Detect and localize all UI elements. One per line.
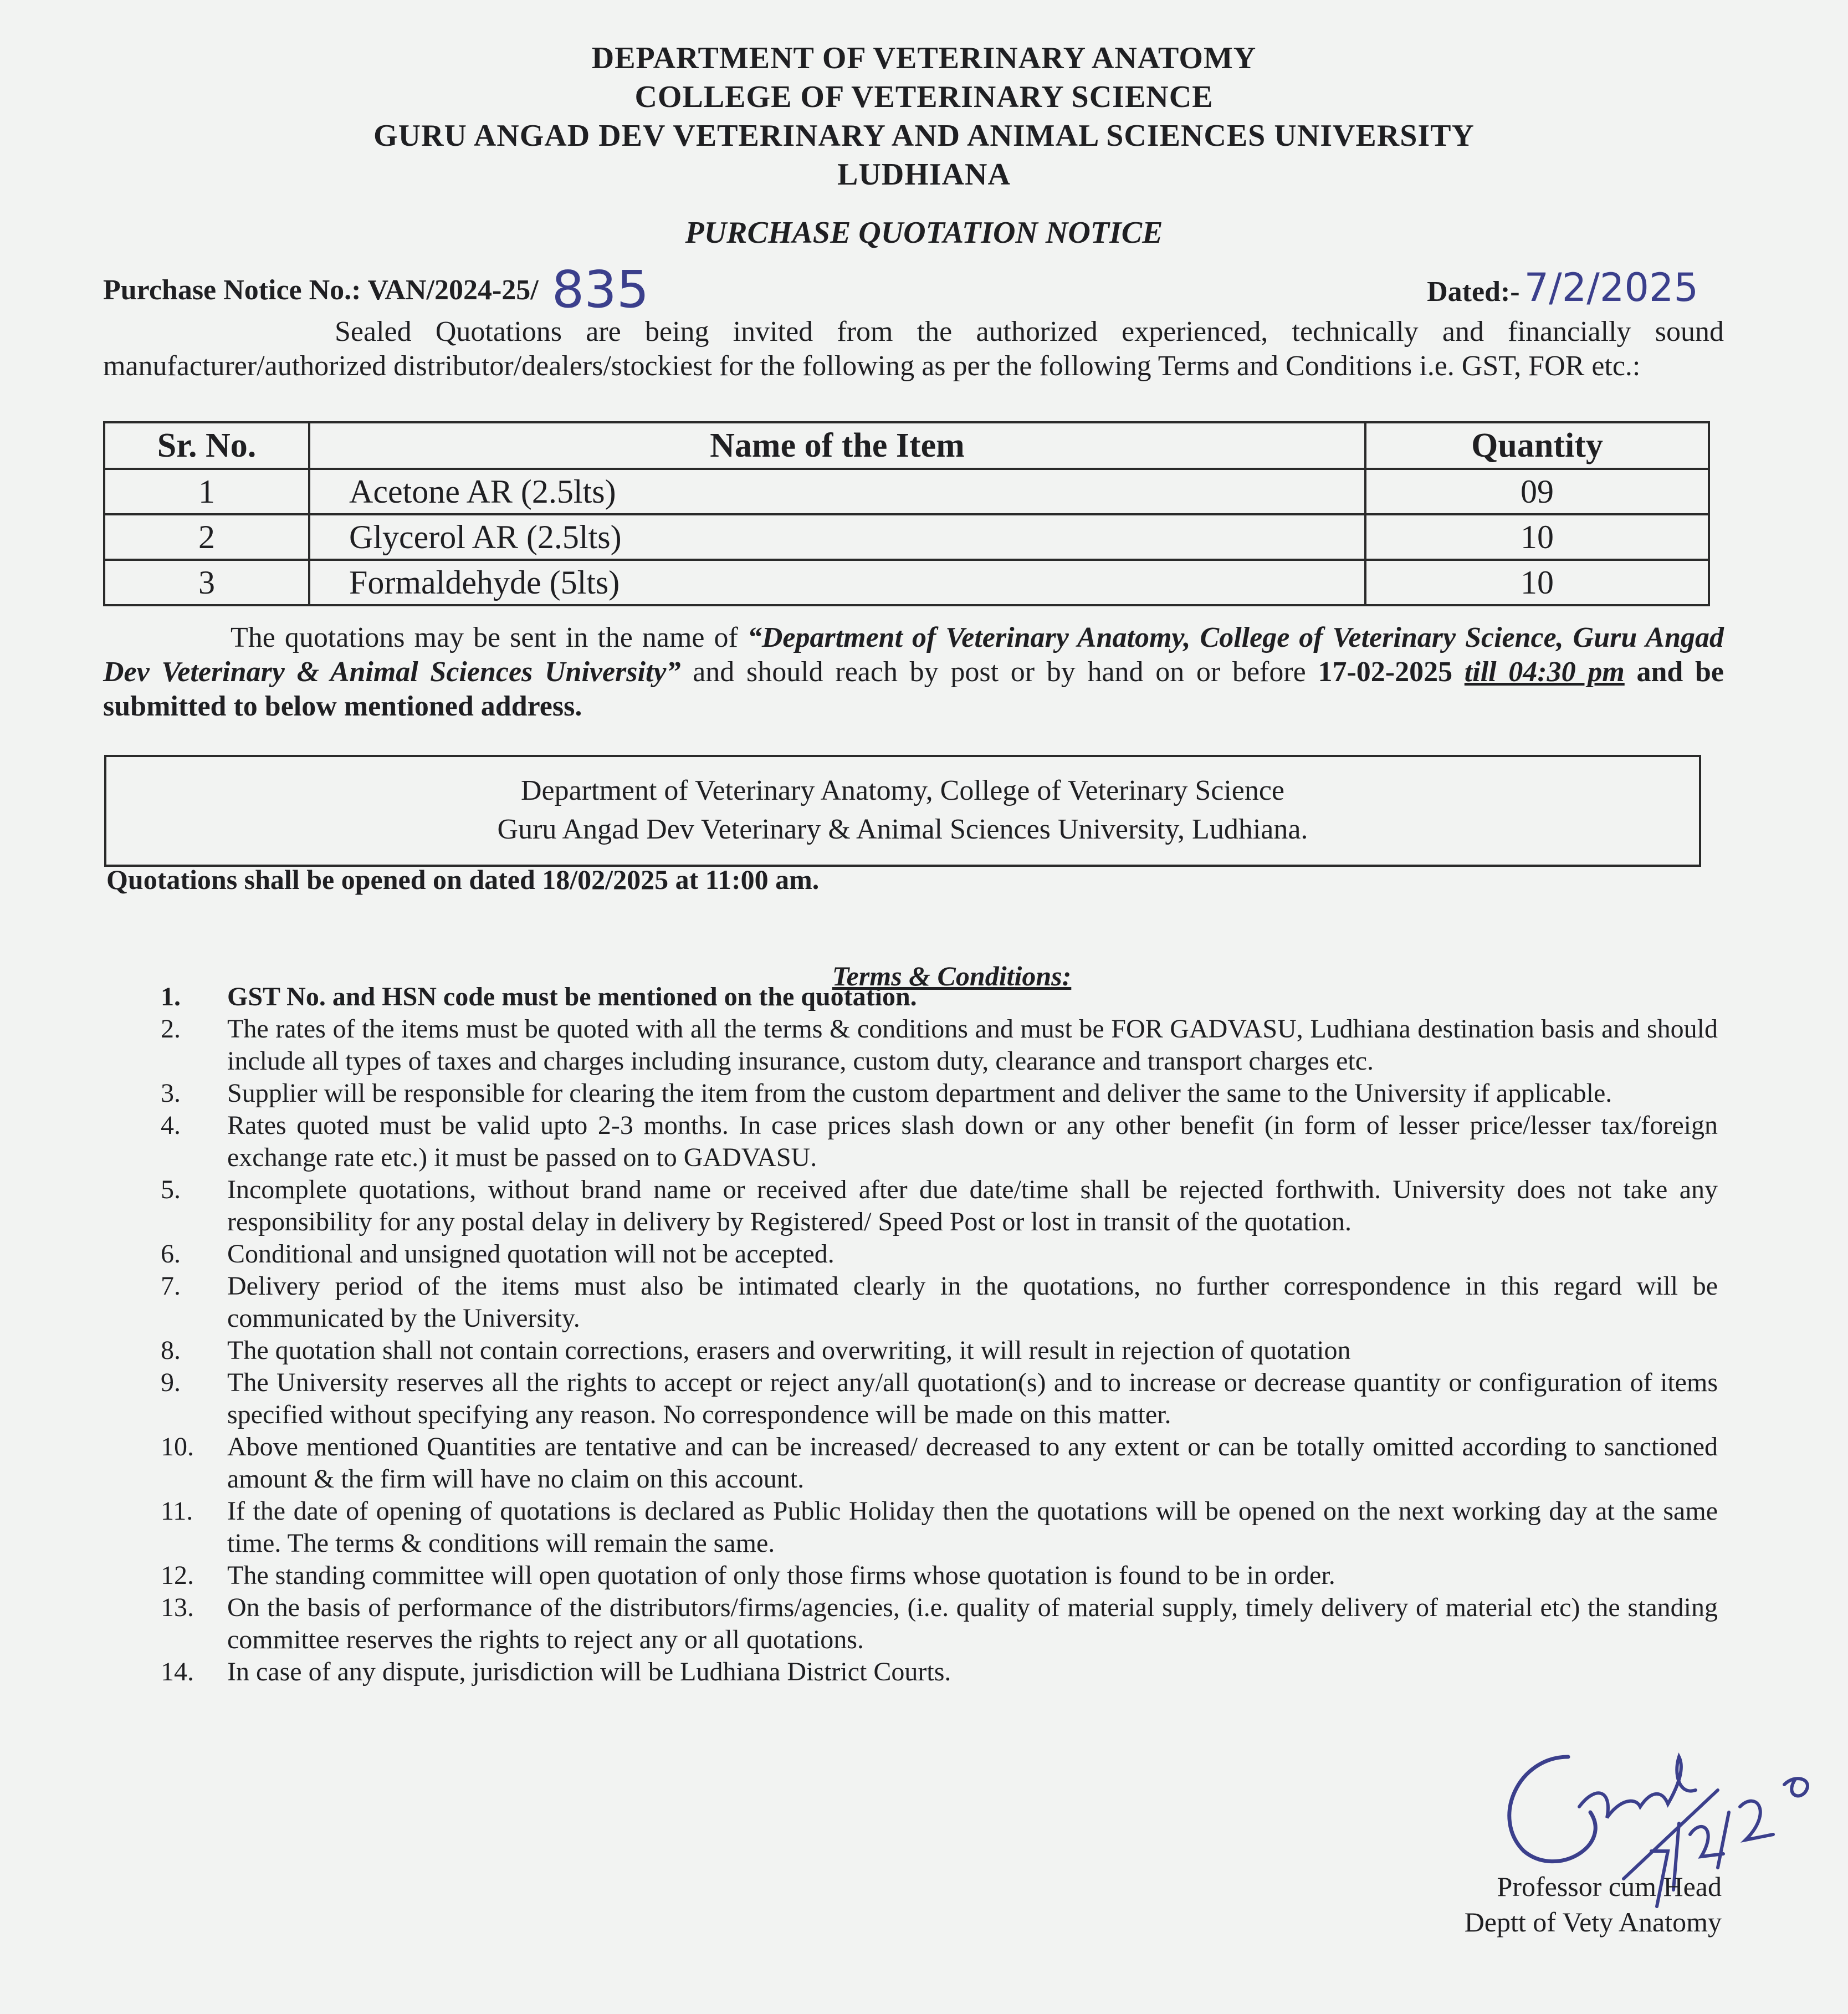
term-item [161, 1560, 1718, 1592]
term-item [161, 1495, 1718, 1560]
letterhead [0, 39, 1848, 194]
college-name: COLLEGE OF VETERINARY SCIENCE [634, 80, 1214, 114]
notice-title: PURCHASE QUOTATION NOTICE [685, 216, 1163, 250]
term-number: 9. [161, 1368, 181, 1397]
term-number: 13. [161, 1593, 194, 1622]
term-number: 5. [161, 1175, 181, 1204]
deadline-time: till 04:30 pm [1464, 656, 1625, 688]
term-text: In case of any dispute, jurisdiction will be Ludhiana District Courts. [227, 1657, 951, 1686]
term-number: 12. [161, 1561, 194, 1590]
term-item [161, 1110, 1718, 1174]
quantity-header: Quantity [1365, 422, 1709, 469]
term-text: If the date of opening of quotations is declared as Public Holiday then the quotations will be opened on the next working day at the same time. The terms & conditions will remain the same. [227, 1496, 1718, 1558]
signatory-block [1465, 1869, 1722, 1940]
table-row [104, 560, 1709, 605]
university-name: GURU ANGAD DEV VETERINARY AND ANIMAL SCIENCES UNIVERSITY [373, 119, 1475, 153]
city-name: LUDHIANA [837, 157, 1011, 192]
signatory-title: Professor cum Head [1497, 1871, 1722, 1902]
term-item [161, 1367, 1718, 1431]
term-text: The quotation shall not contain corrections, erasers and overwriting, it will result in rejection of quotation [227, 1336, 1351, 1365]
item-name-header: Name of the Item [309, 422, 1365, 469]
term-number: 11. [161, 1496, 193, 1526]
sr-no-cell: 3 [104, 560, 309, 605]
term-number: 6. [161, 1239, 181, 1269]
notice-date [1427, 265, 1698, 310]
term-number: 4. [161, 1111, 181, 1140]
term-item [161, 981, 1718, 1013]
notice-number-label: Purchase Notice No.: VAN/2024-25/ [103, 274, 539, 306]
term-item [161, 1592, 1718, 1656]
term-item [161, 1013, 1718, 1077]
term-number: 1. [161, 982, 181, 1011]
submission-paragraph [103, 621, 1724, 724]
term-text: The University reserves all the rights to accept or reject any/all quotation(s) and to increase or decrease quantity or configuration of items specified without specifying any reason. No correspondence will be made on this matter. [227, 1368, 1718, 1429]
submission-text: and be submitted to below mentioned address. [103, 656, 1724, 722]
item-name-cell: Acetone AR (2.5lts) [309, 469, 1365, 514]
sr-no-cell: 2 [104, 514, 309, 560]
term-text: Above mentioned Quantities are tentative and can be increased/ decreased to any extent or can be totally omitted according to sanctioned amount & the firm will have no claim on this account. [227, 1432, 1718, 1494]
notice-number [103, 252, 649, 319]
intro-paragraph: Sealed Quotations are being invited from the authorized experienced, technically and financially sound manufacturer/authorized distributor/dealers/stockiest for the following as per the following Terms and Conditions i.e. GST, FOR etc.: [103, 316, 1724, 382]
term-number: 14. [161, 1657, 194, 1686]
items-table [103, 421, 1710, 606]
term-text: Supplier will be responsible for clearing the item from the custom department and deliver the same to the University if applicable. [227, 1078, 1612, 1108]
handwritten-notice-number: 835 [551, 260, 649, 319]
term-text: The standing committee will open quotation of only those firms whose quotation is found to be in order. [227, 1561, 1335, 1590]
date-label: Dated:- [1427, 276, 1520, 308]
quantity-cell: 09 [1365, 469, 1709, 514]
term-number: 2. [161, 1014, 181, 1044]
term-text: Conditional and unsigned quotation will not be accepted. [227, 1239, 835, 1269]
term-text: Rates quoted must be valid upto 2-3 months. In case prices slash down or any other benefit (in form of lesser price/lesser tax/foreign exchange rate etc.) it must be passed on to GADVASU. [227, 1111, 1718, 1172]
department-name: DEPARTMENT OF VETERINARY ANATOMY [591, 41, 1257, 75]
term-text: On the basis of performance of the distributors/firms/agencies, (i.e. quality of material supply, timely delivery of material etc) the standing committee reserves the rights to reject any or all quotations. [227, 1593, 1718, 1654]
term-text: GST No. and HSN code must be mentioned on the quotation. [227, 982, 917, 1011]
quantity-cell: 10 [1365, 560, 1709, 605]
sr-no-header: Sr. No. [104, 422, 309, 469]
table-header-row [104, 422, 1709, 469]
address-box [104, 755, 1701, 867]
opening-date-note: Quotations shall be opened on dated 18/02/2025 at 11:00 am. [106, 864, 820, 895]
term-text: Incomplete quotations, without brand name or received after due date/time shall be rejected forthwith. University does not take any responsibility for any postal delay in delivery by Registered/ Speed Post or lost in transit of the quotation. [227, 1175, 1718, 1236]
term-text: The rates of the items must be quoted with all the terms & conditions and must be FOR GADVASU, Ludhiana destination basis and should include all types of taxes and charges including insurance, custom duty, clearance and transport charges etc. [227, 1014, 1718, 1076]
addressee-name: “Department of Veterinary Anatomy, College of Veterinary Science, Guru Angad Dev Veterinary & Animal Sciences University” [103, 622, 1724, 688]
term-item [161, 1174, 1718, 1238]
term-number: 7. [161, 1271, 181, 1301]
term-item [161, 1238, 1718, 1270]
address-line: Guru Angad Dev Veterinary & Animal Sciences University, Ludhiana. [497, 814, 1308, 845]
submission-text: and should reach by post or by hand on or before [680, 656, 1318, 688]
handwritten-date: 7/2/2025 [1524, 265, 1698, 310]
item-name-cell: Formaldehyde (5lts) [309, 560, 1365, 605]
deadline-date: 17-02-2025 [1318, 656, 1453, 688]
sr-no-cell: 1 [104, 469, 309, 514]
submission-text: The quotations may be sent in the name of [231, 622, 748, 653]
address-line: Department of Veterinary Anatomy, College of Veterinary Science [520, 775, 1285, 806]
term-item [161, 1077, 1718, 1110]
term-number: 3. [161, 1078, 181, 1108]
signatory-department: Deptt of Vety Anatomy [1464, 1906, 1722, 1938]
terms-heading: Terms & Conditions: [832, 960, 1072, 991]
quantity-cell: 10 [1365, 514, 1709, 560]
term-number: 10. [161, 1432, 194, 1461]
term-number: 8. [161, 1336, 181, 1365]
term-item [161, 1270, 1718, 1335]
table-row [104, 514, 1709, 560]
term-item [161, 1656, 1718, 1688]
terms-list [161, 981, 1718, 1688]
term-text: Delivery period of the items must also be intimated clearly in the quotations, no further correspondence in this regard will be communicated by the University. [227, 1271, 1718, 1333]
table-row [104, 469, 1709, 514]
term-item [161, 1335, 1718, 1367]
term-item [161, 1431, 1718, 1495]
item-name-cell: Glycerol AR (2.5lts) [309, 514, 1365, 560]
